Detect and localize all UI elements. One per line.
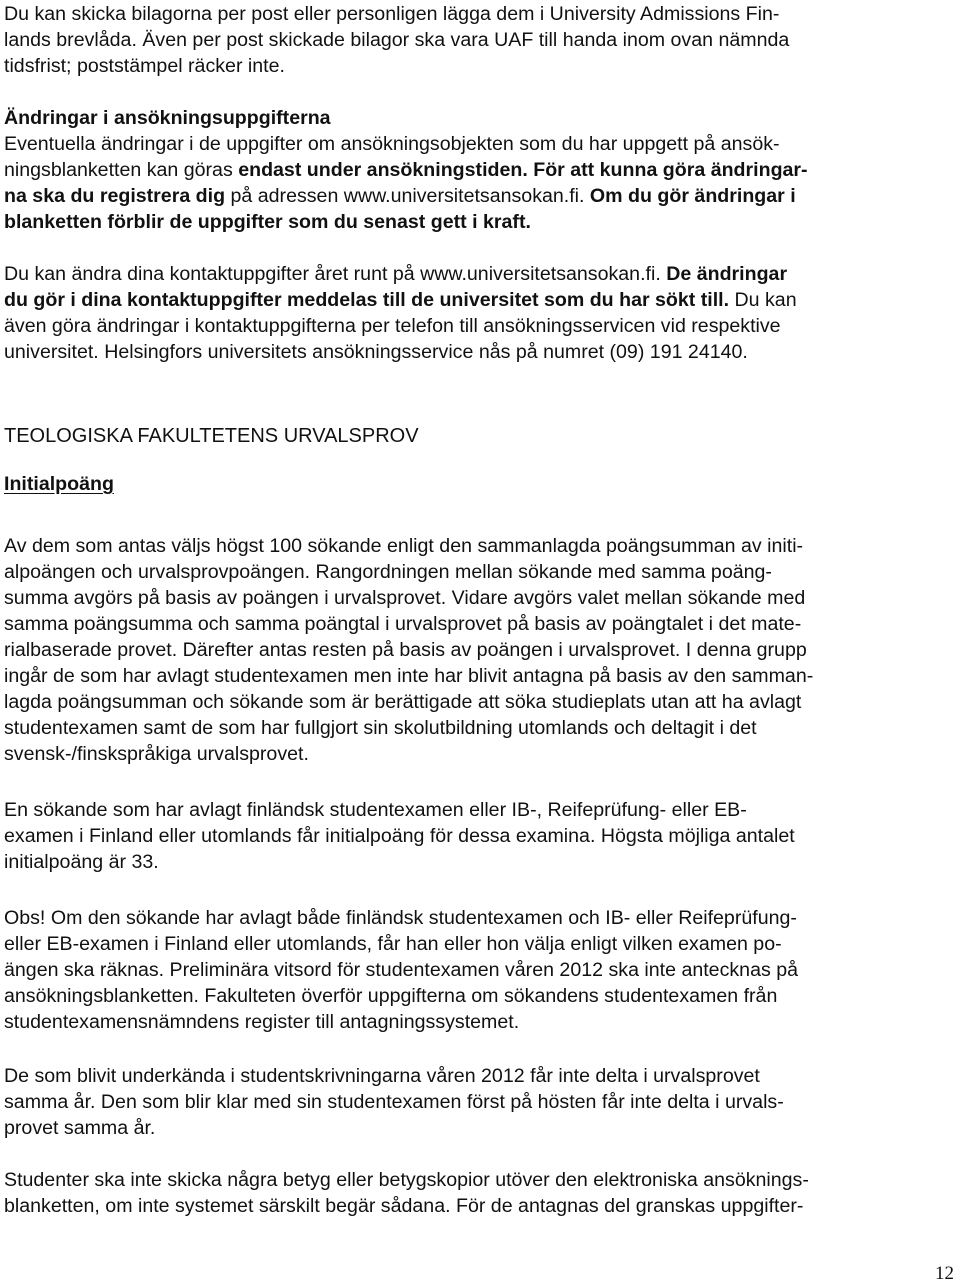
paragraph-line: eller EB-examen i Finland eller utomlands, får han eller hon välja enligt vilken examen po- <box>4 933 782 955</box>
changes-line: ningsblanketten kan göras endast under ansökningstiden. För att kunna göra ändringar- <box>4 159 808 181</box>
intro-line: tidsfrist; poststämpel räcker inte. <box>4 55 285 77</box>
contact-line: även göra ändringar i kontaktuppgifterna per telefon till ansökningsservicen vid respektive <box>4 315 781 337</box>
intro-line: lands brevlåda. Även per post skickade bilagor ska vara UAF till handa inom ovan nämnda <box>4 29 790 51</box>
paragraph-line: examen i Finland eller utomlands får initialpoäng för dessa examina. Högsta möjliga antalet <box>4 825 795 847</box>
changes-line: blanketten förblir de uppgifter som du senast gett i kraft. <box>4 211 531 233</box>
paragraph-line: Studenter ska inte skicka några betyg eller betygskopior utöver den elektroniska ansöknings- <box>4 1169 809 1191</box>
paragraph-line: studentexamen samt de som har fullgjort sin skolutbildning utomlands och deltagit i det <box>4 717 757 739</box>
contact-line: du gör i dina kontaktuppgifter meddelas till de universitet som du har sökt till. Du kan <box>4 289 797 311</box>
changes-line: Eventuella ändringar i de uppgifter om ansökningsobjekten som du har uppgett på ansök- <box>4 133 780 155</box>
paragraph-line: ansökningsblanketten. Fakulteten överför uppgifterna om sökandens studentexamen från <box>4 985 778 1007</box>
paragraph-line: En sökande som har avlagt finländsk studentexamen eller IB-, Reifeprüfung- eller EB- <box>4 799 747 821</box>
intro-line: Du kan skicka bilagorna per post eller personligen lägga dem i University Admissions Fin- <box>4 3 780 25</box>
paragraph-line: ängen ska räknas. Preliminära vitsord för studentexamen våren 2012 ska inte antecknas på <box>4 959 798 981</box>
paragraph-line: samma poängsumma och samma poängtal i urvalsprovet på basis av poängtalet i det mate- <box>4 613 802 635</box>
paragraph-line: Obs! Om den sökande har avlagt både finländsk studentexamen och IB- eller Reifeprüfung- <box>4 907 797 929</box>
paragraph-line: alpoängen och urvalsprovpoängen. Rangordningen mellan sökande med samma poäng- <box>4 561 772 583</box>
section-heading-changes: Ändringar i ansökningsuppgifterna <box>4 107 331 129</box>
contact-line: Du kan ändra dina kontaktuppgifter året runt på www.universitetsansokan.fi. De ändringar <box>4 263 788 285</box>
faculty-title: TEOLOGISKA FAKULTETENS URVALSPROV <box>4 425 419 447</box>
paragraph-line: svensk-/finskspråkiga urvalsprovet. <box>4 743 309 765</box>
paragraph-line: blanketten, om inte systemet särskilt begär sådana. För de antagnas del granskas uppgifter- <box>4 1195 804 1217</box>
paragraph-line: samma år. Den som blir klar med sin studentexamen först på hösten får inte delta i urvals- <box>4 1091 784 1113</box>
page-number: 12 <box>935 1263 954 1284</box>
paragraph-line: lagda poängsumman och sökande som är berättigade att söka studieplats utan att ha avlagt <box>4 691 802 713</box>
paragraph-line: De som blivit underkända i studentskrivningarna våren 2012 får inte delta i urvalsprovet <box>4 1065 760 1087</box>
paragraph-line: provet samma år. <box>4 1117 156 1139</box>
paragraph-line: rialbaserade provet. Därefter antas resten på basis av poängen i urvalsprovet. I denna grupp <box>4 639 807 661</box>
contact-line: universitet. Helsingfors universitets ansökningsservice nås på numret (09) 191 24140. <box>4 341 748 363</box>
paragraph-line: summa avgörs på basis av poängen i urvalsprovet. Vidare avgörs valet mellan sökande med <box>4 587 806 609</box>
section-heading-initial-points: Initialpoäng <box>4 473 114 495</box>
paragraph-line: studentexamensnämndens register till antagningssystemet. <box>4 1011 520 1033</box>
changes-line: na ska du registrera dig på adressen www.universitetsansokan.fi. Om du gör ändringar i <box>4 185 796 207</box>
paragraph-line: initialpoäng är 33. <box>4 851 159 873</box>
paragraph-line: Av dem som antas väljs högst 100 sökande enligt den sammanlagda poängsumman av initi- <box>4 535 804 557</box>
paragraph-line: ingår de som har avlagt studentexamen men inte har blivit antagna på basis av den samman- <box>4 665 814 687</box>
